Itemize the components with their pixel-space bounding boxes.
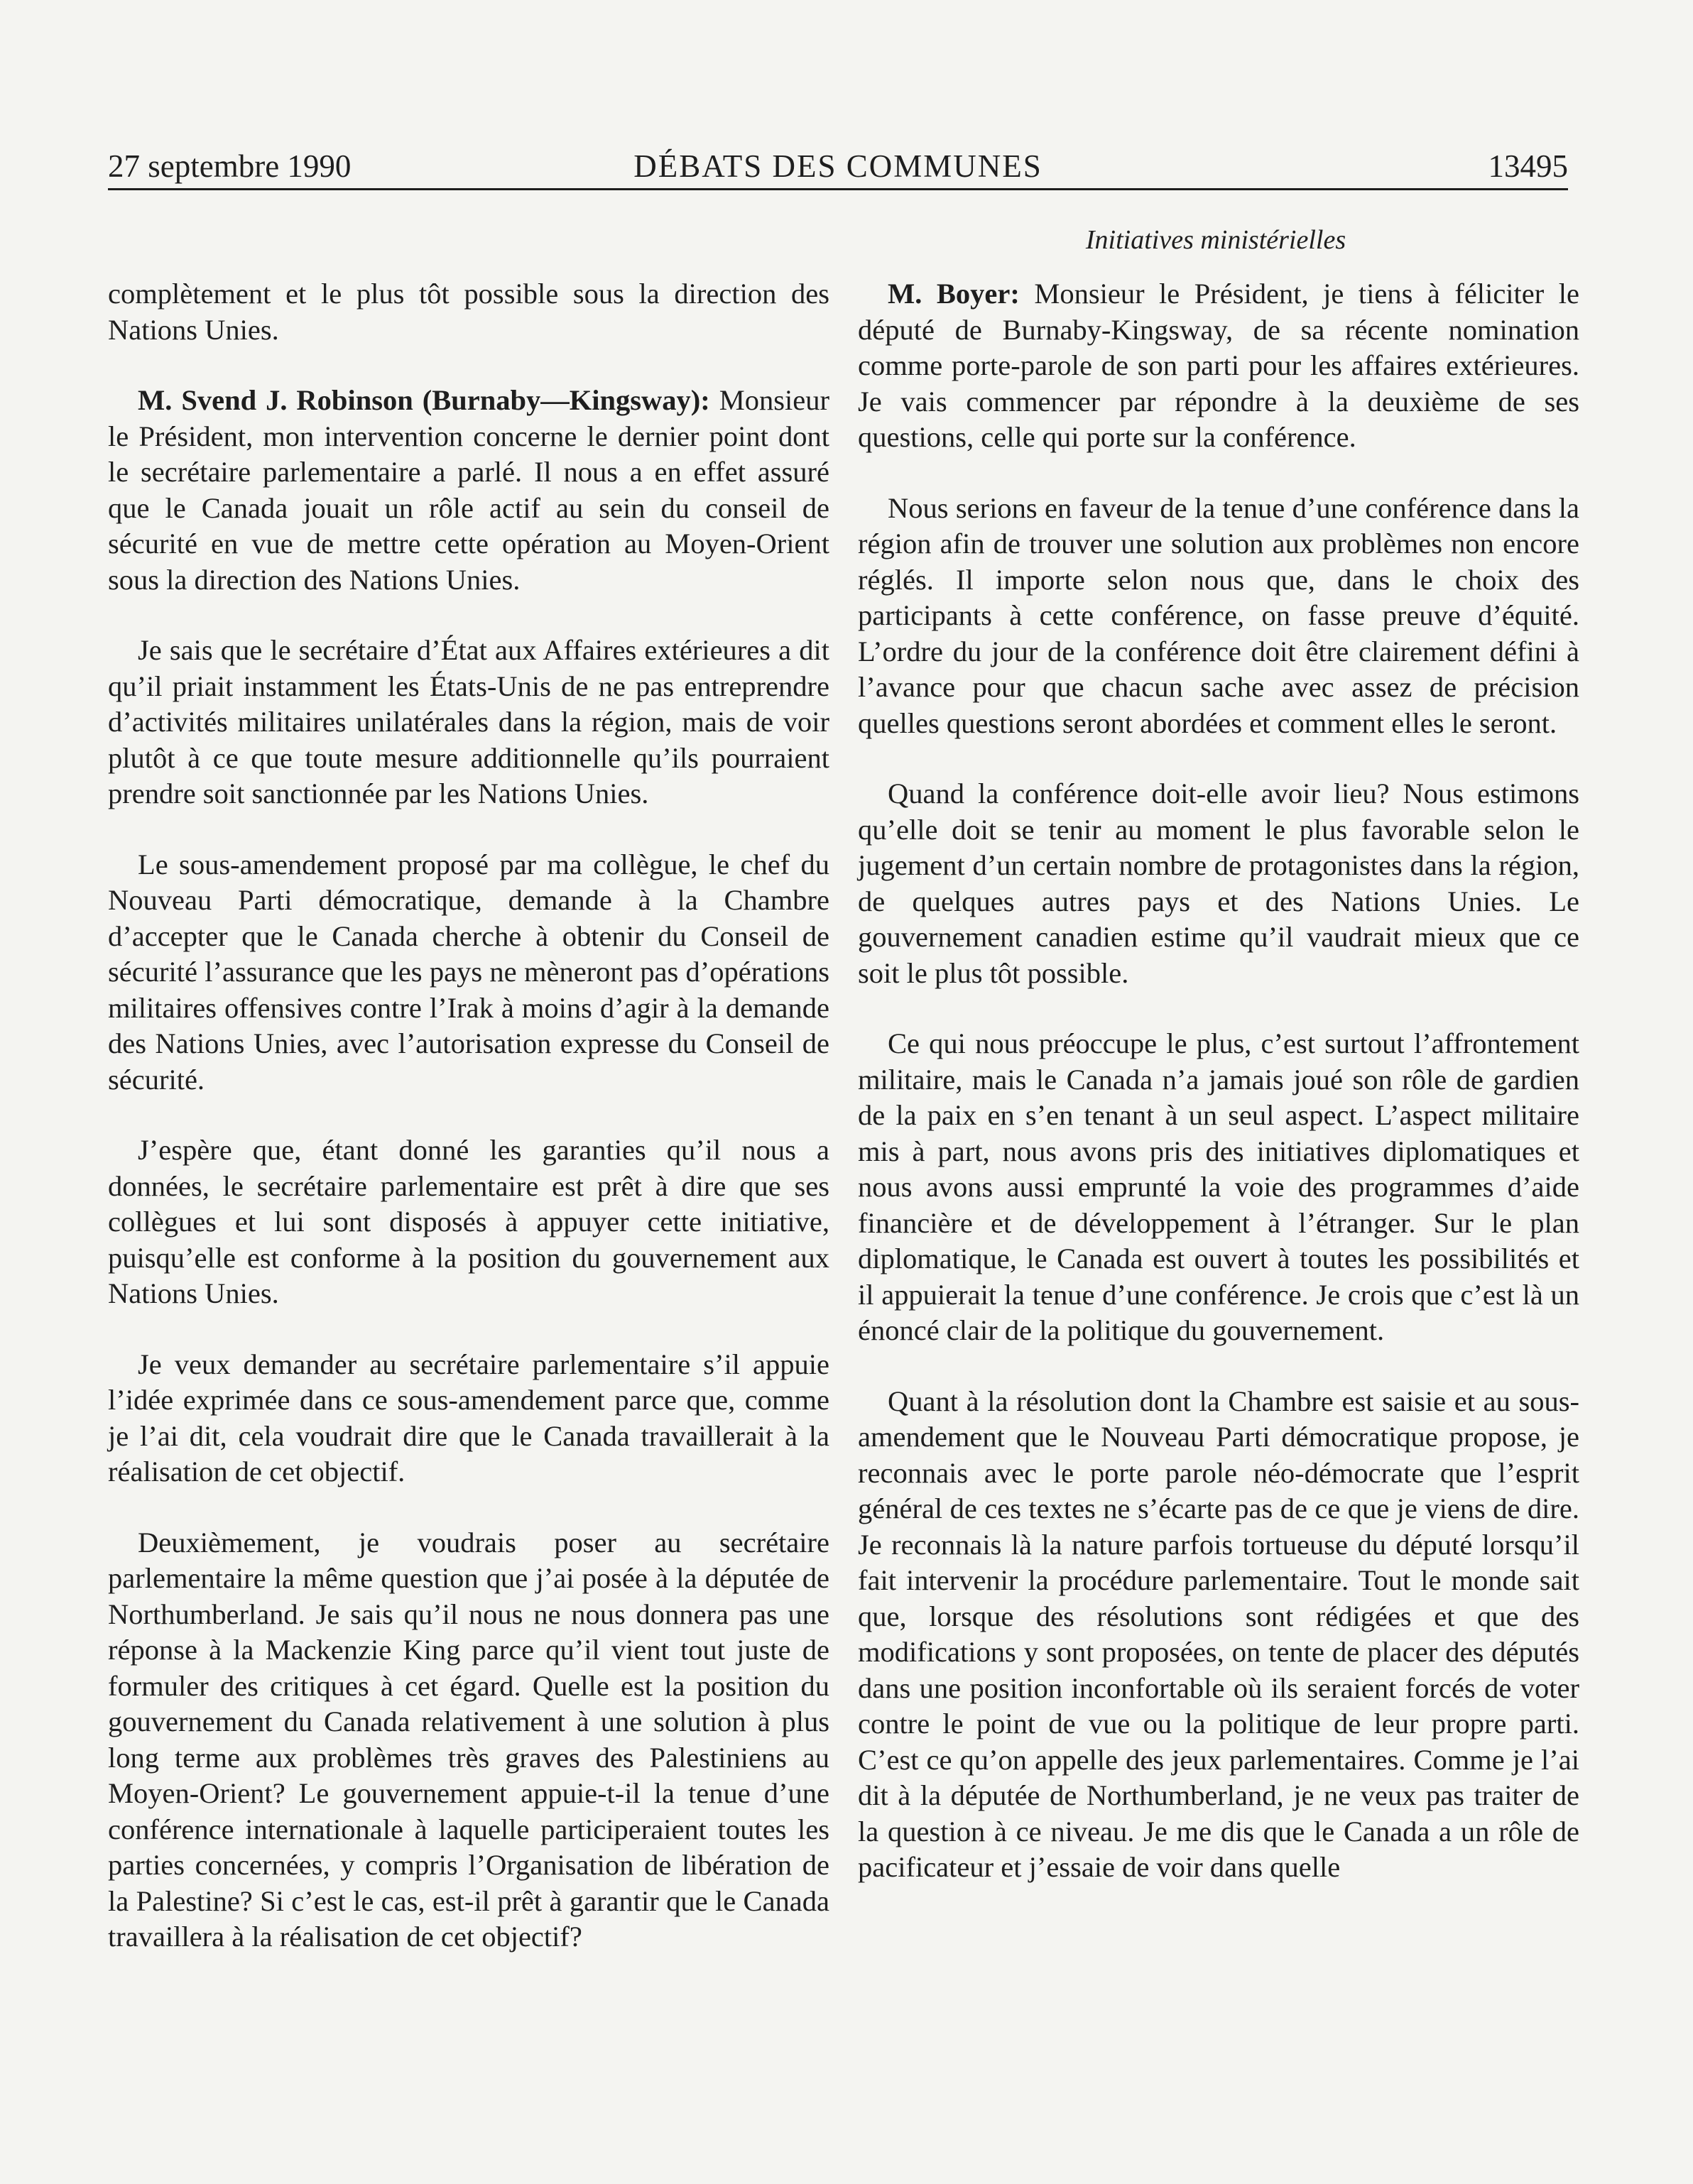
paragraph: Je veux demander au secrétaire parlementaire s’il appuie l’idée exprimée dans ce sous-amendement parce que, comme je l’ai dit, cela voudrait dire que le Canada travaillerait à la réalisation de cet objectif. [108, 1348, 829, 1487]
speaker-name: M. Boyer: [888, 278, 1020, 310]
paragraph: Nous serions en faveur de la tenue d’une conférence dans la région afin de trouver une solution aux problèmes non encore réglés. Il importe selon nous que, dans le choix des participants à cette conférence, on fasse preuve d’équité. L’ordre du jour de la conférence doit être clairement défini à l’avance pour que chacun sache avec assez de précision quelles questions seront abordées et comment elles le seront. [858, 491, 1579, 739]
paragraph: Le sous-amendement proposé par ma collègue, le chef du Nouveau Parti démocratique, demande à la Chambre d’accepter que le Canada cherche à obtenir du Conseil de sécurité l’assurance que les pays ne mèneront pas d’opérations militaires offensives contre l’Irak à moins d’agir à la demande des Nations Unies, avec l’autorisation expresse du Conseil de sécurité. [108, 848, 829, 1096]
paragraph: J’espère que, étant donné les garanties qu’il nous a données, le secrétaire parlementaire est prêt à dire que ses collègues et lui sont disposés à appuyer cette initiative, puisqu’elle est conforme à la position du gouvernement aux Nations Unies. [108, 1134, 829, 1309]
left-column [108, 276, 829, 1990]
speaker-name: M. Svend J. Robinson (Burnaby—Kingsway): [138, 384, 710, 416]
paragraph: Ce qui nous préoccupe le plus, c’est surtout l’affrontement militaire, mais le Canada n’a jamais joué son rôle de gardien de la paix en s’en tenant à un seul aspect. L’aspect militaire mis à part, nous avons pris des initiatives diplomatiques et nous avons aussi emprunté la voie des programmes d’aide financière et de développement à l’étranger. Sur le plan diplomatique, le Canada est ouvert à toutes les possibilités et il appuierait la tenue d’une conférence. Je crois que c’est là un énoncé clair de la politique du gouvernement. [858, 1027, 1579, 1346]
section-label: Initiatives ministérielles [1085, 225, 1346, 255]
paragraph: Je sais que le secrétaire d’État aux Affaires extérieures a dit qu’il priait instamment les États-Unis de ne pas entreprendre d’activités militaires unilatérales dans la région, mais de voir plutôt à ce que toute mesure additionnelle qu’ils pourraient prendre soit sanctionnée par les Nations Unies. [108, 634, 829, 809]
paragraph [108, 383, 829, 598]
paragraph: Quant à la résolution dont la Chambre est saisie et au sous-amendement que le Nouveau Parti démocratique propose, je reconnais avec le porte parole néo-démocrate que l’esprit général de ces textes ne s’écarte pas de ce que je viens de dire. Je reconnais là la nature parfois tortueuse du député lorsqu’il fait intervenir la procédure parlementaire. Tout le monde sait que, lorsque des résolutions sont rédigées et que des modifications y sont proposées, on tente de placer des députés dans une position inconfortable où ils seraient forcés de voter contre le point de vue ou la politique de leur propre parti. C’est ce qu’on appelle des jeux parlementaires. Comme je l’ai dit à la députée de Northumberland, je ne veux pas traiter de la question à ce niveau. Je me dis que le Canada a un rôle de pacificateur et j’essaie de voir dans quelle [858, 1385, 1579, 1883]
right-column [858, 276, 1579, 1921]
page-header [108, 146, 1568, 186]
header-rule [108, 188, 1568, 190]
header-title: DÉBATS DES COMMUNES [633, 148, 1043, 184]
header-page-number: 13495 [1488, 148, 1568, 184]
paragraph: Deuxièmement, je voudrais poser au secrétaire parlementaire la même question que j’ai posée à la députée de Northumberland. Je sais qu’il nous ne nous donnera pas une réponse à la Mackenzie King parce qu’il vient tout juste de formuler des critiques à cet égard. Quelle est la position du gouvernement du Canada relativement à une solution à plus long terme aux problèmes très graves des Palestiniens au Moyen-Orient? Le gouvernement appuie-t-il la tenue d’une conférence internationale à laquelle participeraient toutes les parties concernées, y compris l’Organisation de libération de la Palestine? Si c’est le cas, est-il prêt à garantir que le Canada travaillera à la réalisation de cet objectif? [108, 1526, 829, 1953]
paragraph: Quand la conférence doit-elle avoir lieu? Nous estimons qu’elle doit se tenir au moment le plus favorable selon le jugement d’un certain nombre de protagonistes dans la région, de quelques autres pays et des Nations Unies. Le gouvernement canadien estime qu’il vaudrait mieux que ce soit le plus tôt possible. [858, 777, 1579, 989]
paragraph: complètement et le plus tôt possible sous la direction des Nations Unies. [108, 278, 829, 346]
paragraph [858, 276, 1579, 456]
speech-text: Monsieur le Président, mon intervention concerne le dernier point dont le secrétaire parlementaire a parlé. Il nous a en effet assuré que le Canada jouait un rôle actif au sein du conseil de sécurité en vue de mettre cette opération au Moyen-Orient sous la direction des Nations Unies. [108, 384, 829, 596]
speech-text: Monsieur le Président, je tiens à féliciter le député de Burnaby-Kingsway, de sa récente nomination comme porte-parole de son parti pour les affaires extérieures. Je vais commencer par répondre à la deuxième de ses questions, celle qui porte sur la conférence. [858, 278, 1579, 453]
header-date: 27 septembre 1990 [108, 148, 352, 184]
